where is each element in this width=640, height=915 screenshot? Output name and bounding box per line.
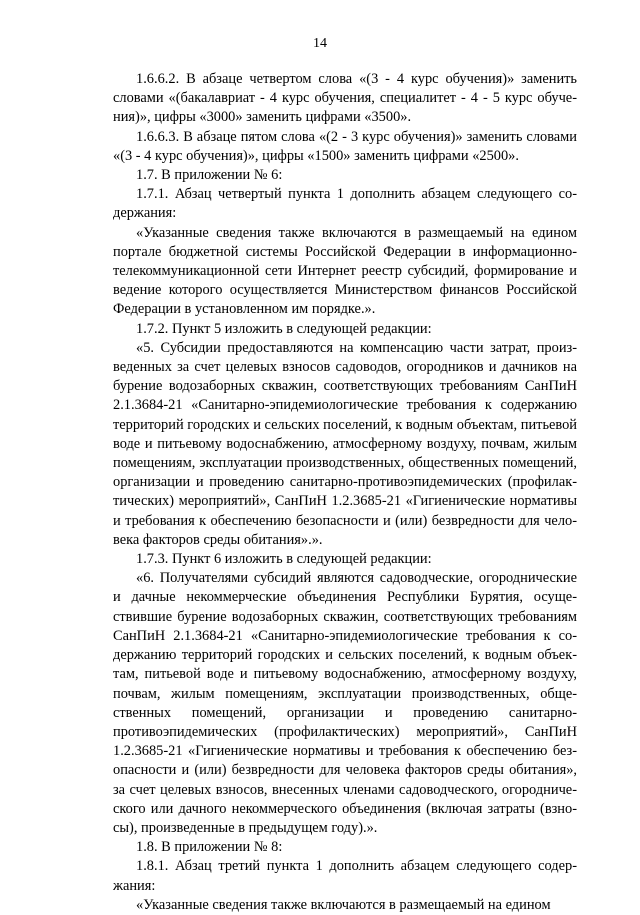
paragraph-1-7: 1.7. В приложении № 6: bbox=[136, 167, 283, 184]
paragraph-point-5: «5. Субсидии предоставляются на компенсацию части затрат, произведенных за счет целевых взносов садоводов, огородников и дачников на бурение водозаборных скважин, соответствующих требованиям СанПиН 2.1.3684-21 «Санитарно-эпидемиологические требования к содержанию территорий городских и сельских поселений, к водным объектам, питьевой воде и питьевому водоснабжению, атмосферному воздуху, почвам, жилым помещениям, эксплуатации производственных, общественных помещений, организации и проведению санитарно-противоэпидемических (профилактических) мероприятий», СанПиН 1.2.3685-21 «Гигиенические нормативы и требования к обеспечению безопасности и (или) безвредности для человека факторов среды обитания».». bbox=[113, 339, 577, 548]
paragraph-1-6-6-2: 1.6.6.2. В абзаце четвертом слова «(3 - 4 курс обучения)» заменить словами «(бакалавриат - 4 курс обучения, специалитет - 4 - 5 курс обучения)», цифры «3000» заменить цифрами «3500». bbox=[113, 71, 577, 126]
paragraph-1-8: 1.8. В приложении № 8: bbox=[136, 839, 283, 856]
page-number: 14 bbox=[313, 36, 327, 51]
paragraph-1-7-3: 1.7.3. Пункт 6 изложить в следующей редакции: bbox=[136, 551, 432, 568]
paragraph-quote-registry: «Указанные сведения также включаются в размещаемый на едином портале бюджетной системы Российской Федерации в информационно-телекоммуникационной сети Интернет реестр субсидий, формирование и ведение которого осуществляется Министерством финансов Российской Федерации в установленном им порядке.». bbox=[113, 224, 577, 318]
paragraph-1-6-6-3: 1.6.6.3. В абзаце пятом слова «(2 - 3 курс обучения)» заменить словами «(3 - 4 курс обучения)», цифры «1500» заменить цифрами «2500». bbox=[113, 128, 577, 164]
paragraph-1-8-1: 1.8.1. Абзац третий пункта 1 дополнить абзацем следующего содержания: bbox=[113, 858, 577, 894]
document-body bbox=[113, 70, 577, 915]
paragraph-1-7-1: 1.7.1. Абзац четвертый пункта 1 дополнить абзацем следующего содержания: bbox=[113, 186, 577, 222]
paragraph-1-7-2: 1.7.2. Пункт 5 изложить в следующей редакции: bbox=[136, 320, 432, 337]
paragraph-point-6: «6. Получателями субсидий являются садоводческие, огороднические и дачные некоммерческие объединения Республики Бурятия, осуществившие бурение водозаборных скважин, соответствующих требованиям СанПиН 2.1.3684-21 «Санитарно-эпидемиологические требования к содержанию территорий городских и сельских поселений, к водным объектам, питьевой воде и питьевому водоснабжению, атмосферному воздуху, почвам, жилым помещениям, эксплуатации производственных, общественных помещений, организации и проведению санитарно-противоэпидемических (профилактических) мероприятий», СанПиН 1.2.3685-21 «Гигиенические нормативы и требования к обеспечению безопасности и (или) безвредности для человека факторов среды обитания», за счет целевых взносов, внесенных членами садоводческого, огороднического или дачного некоммерческого объединения (включая затраты (взносы), произведенные в предыдущем году).». bbox=[113, 570, 577, 836]
paragraph-quote-continued: «Указанные сведения также включаются в размещаемый на едином bbox=[136, 896, 551, 913]
